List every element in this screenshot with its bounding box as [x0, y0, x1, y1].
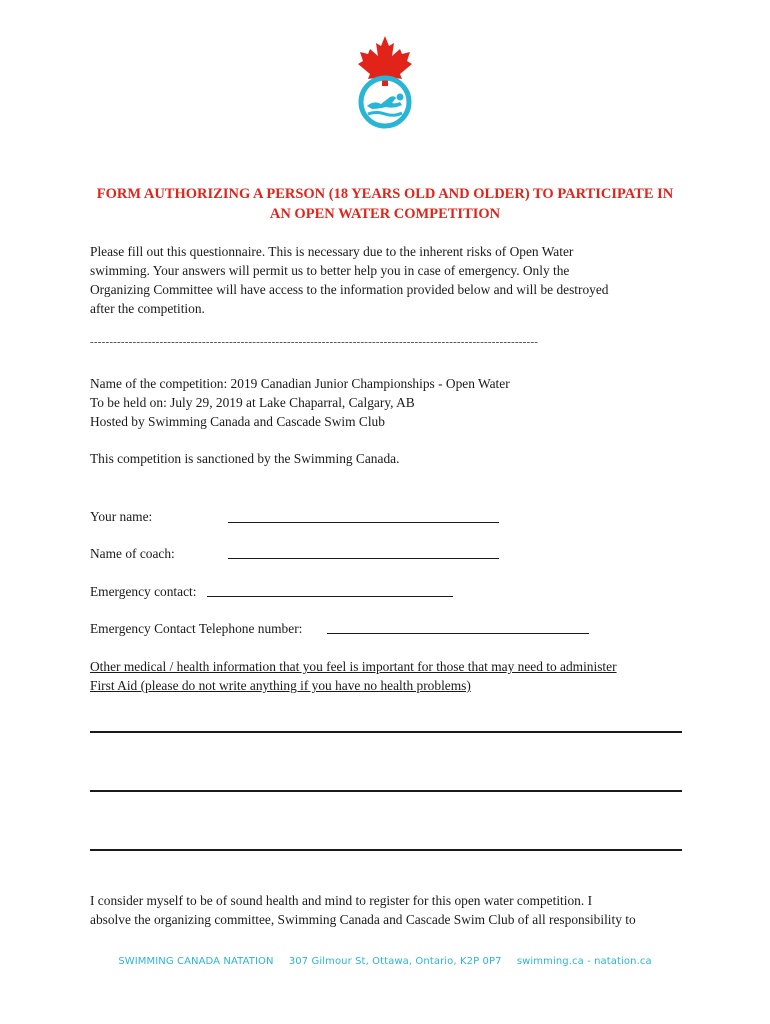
form-title-line-2: AN OPEN WATER COMPETITION [269, 206, 501, 222]
your-name-label: Your name: [90, 509, 153, 524]
medical-info-writing-line[interactable] [90, 849, 682, 851]
competition-host: Hosted by Swimming Canada and Cascade Swim Club [90, 414, 385, 429]
dashed-separator: -------------------------------------------------------------------------------------------------------------------- [90, 336, 539, 348]
maple-leaf-swimmer-icon [350, 34, 420, 134]
medical-info-writing-line[interactable] [90, 790, 682, 792]
coach-name-label: Name of coach: [90, 546, 175, 561]
your-name-field[interactable] [228, 522, 499, 523]
emergency-phone-field[interactable] [327, 633, 589, 634]
emergency-contact-field[interactable] [207, 596, 453, 597]
footer-address: 307 Gilmour St, Ottawa, Ontario, K2P 0P7 [288, 956, 502, 967]
intro-line: Please fill out this questionnaire. This is necessary due to the inherent risks of Open Water [90, 244, 574, 259]
declaration-paragraph [90, 891, 690, 929]
medical-info-line: Other medical / health information that you feel is important for those that may need to administer [90, 659, 617, 674]
medical-info-prompt [90, 657, 690, 695]
sanction-statement: This competition is sanctioned by the Swimming Canada. [90, 451, 400, 466]
footer-web[interactable]: swimming.ca - natation.ca [516, 956, 652, 967]
declaration-line: I consider myself to be of sound health and mind to register for this open water competition. I [90, 893, 593, 908]
intro-line: Organizing Committee will have access to the information provided below and will be destroyed [90, 282, 609, 297]
page-footer [0, 956, 770, 967]
medical-info-writing-line[interactable] [90, 731, 682, 733]
competition-date: To be held on: July 29, 2019 at Lake Chaparral, Calgary, AB [90, 395, 415, 410]
competition-info [90, 374, 680, 431]
footer-org: SWIMMING CANADA NATATION [118, 956, 274, 967]
coach-name-field[interactable] [228, 558, 499, 559]
emergency-phone-label: Emergency Contact Telephone number: [90, 621, 303, 636]
competition-name: Name of the competition: 2019 Canadian Junior Championships - Open Water [90, 376, 510, 391]
intro-paragraph [90, 242, 680, 318]
intro-line: after the competition. [90, 301, 205, 316]
medical-info-line: First Aid (please do not write anything if you have no health problems) [90, 678, 471, 693]
intro-line: swimming. Your answers will permit us to better help you in case of emergency. Only the [90, 263, 570, 278]
emergency-contact-label: Emergency contact: [90, 584, 197, 599]
form-title-line-1: FORM AUTHORIZING A PERSON (18 YEARS OLD AND OLDER) TO PARTICIPATE IN [96, 186, 674, 202]
form-title [60, 184, 710, 224]
declaration-line: absolve the organizing committee, Swimming Canada and Cascade Swim Club of all responsibility to [90, 912, 636, 927]
